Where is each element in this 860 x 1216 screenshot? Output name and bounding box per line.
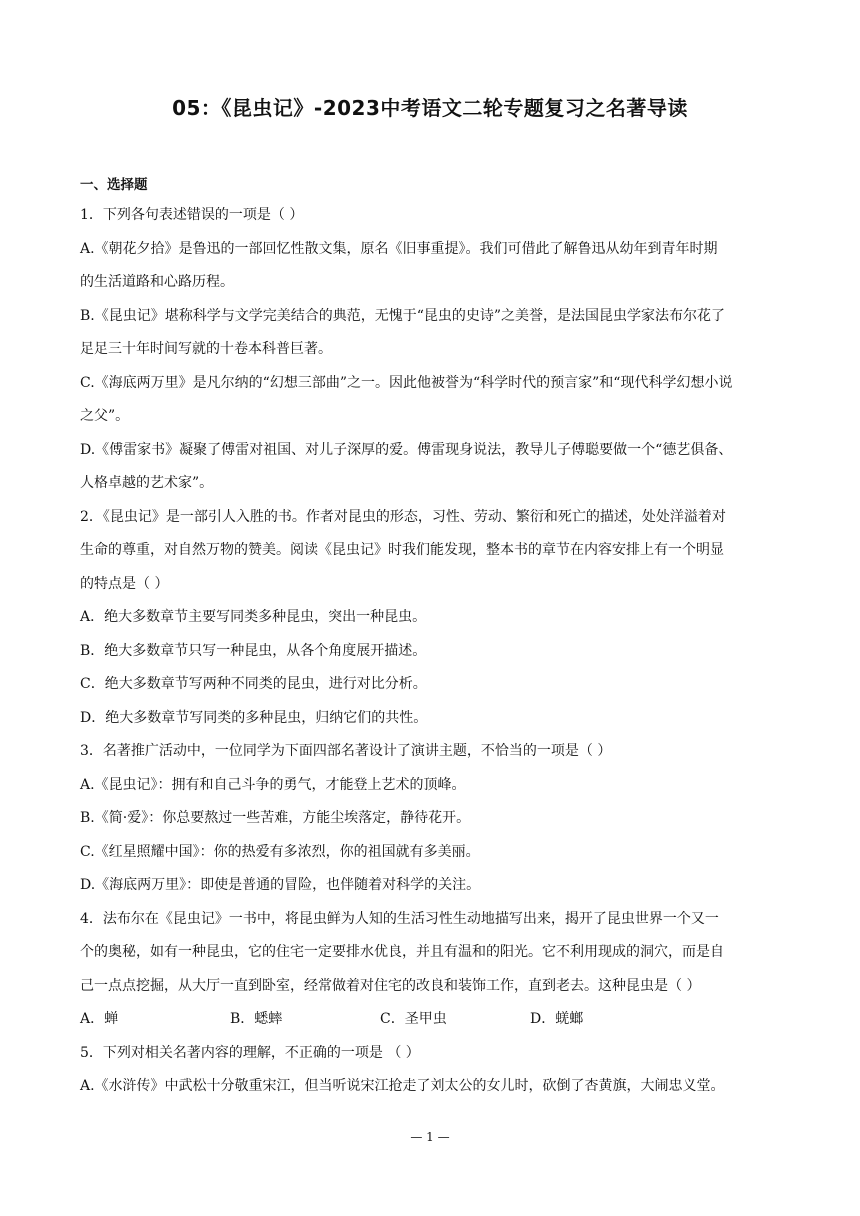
- options-row: [80, 1003, 780, 1037]
- option-d-cont: 人格卓越的艺术家”。: [80, 475, 214, 491]
- question-4: [80, 903, 780, 1037]
- page-number: — 1 —: [410, 1130, 450, 1144]
- option-c: C.《海底两万里》是凡尔纳的“幻想三部曲”之一。因此他被誉为“科学时代的预言家”和“现代科学幻想小说: [80, 374, 733, 391]
- question-stem-cont: 己一点点挖掘，从大厅一直到卧室，经常做着对住宅的改良和装饰工作，直到老去。这种昆虫是（ ）: [80, 977, 701, 994]
- option-d: D．蜣螂: [530, 1011, 584, 1027]
- option-c-cont: 之父”。: [80, 408, 130, 424]
- option-a: A．蝉: [80, 1011, 119, 1027]
- option-c: C．圣甲虫: [380, 1011, 447, 1027]
- option-b: B.《昆虫记》堪称科学与文学完美结合的典范，无愧于“昆虫的史诗”之美誉，是法国昆虫学家法布尔花了: [80, 307, 726, 324]
- document-title: 05：《昆虫记》-2023中考语文二轮专题复习之名著导读: [172, 96, 688, 120]
- option-a-cont: 的生活道路和心路历程。: [80, 274, 234, 290]
- question-1: [80, 199, 780, 501]
- question-stem: 1．下列各句表述错误的一项是（ ）: [80, 207, 304, 223]
- option-a: A．绝大多数章节主要写同类多种昆虫，突出一种昆虫。: [80, 609, 427, 625]
- option-d: D．绝大多数章节写同类的多种昆虫，归纳它们的共性。: [80, 709, 428, 726]
- question-3: [80, 735, 780, 903]
- option-d: D.《海底两万里》：即使是普通的冒险，也伴随着对科学的关注。: [80, 877, 481, 893]
- option-c: C．绝大多数章节写两种不同类的昆虫，进行对比分析。: [80, 676, 427, 692]
- question-stem-cont: 个的奥秘，如有一种昆虫，它的住宅一定要排水优良，并且有温和的阳光。它不利用现成的洞穴，而是自: [80, 944, 724, 960]
- option-b-cont: 足足三十年时间写就的十卷本科普巨著。: [80, 341, 332, 357]
- option-d: D.《傅雷家书》凝聚了傅雷对祖国、对儿子深厚的爱。傅雷现身说法，教导儿子傅聪要做一个“德艺俱备、: [80, 441, 733, 458]
- option-a: A.《水浒传》中武松十分敬重宋江，但当听说宋江抢走了刘太公的女儿时，砍倒了杏黄旗，大闹忠义堂。: [80, 1078, 725, 1094]
- question-5: [80, 1037, 780, 1104]
- document-body: [80, 171, 780, 1104]
- question-stem: 5．下列对相关名著内容的理解，不正确的一项是 （ ）: [80, 1044, 420, 1061]
- option-a: A.《朝花夕拾》是鲁迅的一部回忆性散文集，原名《旧事重提》。我们可借此了解鲁迅从幼年到青年时期: [80, 240, 718, 257]
- question-stem: 3．名著推广活动中，一位同学为下面四部名著设计了演讲主题，不恰当的一项是（ ）: [80, 743, 612, 759]
- option-a: A.《昆虫记》：拥有和自己斗争的勇气，才能登上艺术的顶峰。: [80, 776, 466, 793]
- section-heading: 一、选择题: [80, 177, 148, 193]
- option-b: B．蟋蟀: [230, 1011, 283, 1027]
- option-c: C.《红星照耀中国》：你的热爱有多浓烈，你的祖国就有多美丽。: [80, 843, 480, 860]
- question-stem: 2．《昆虫记》是一部引人入胜的书。作者对昆虫的形态，习性、劳动、繁衍和死亡的描述，处处洋溢着对: [80, 508, 726, 525]
- question-stem-cont: 生命的尊重，对自然万物的赞美。阅读《昆虫记》时我们能发现，整本书的章节在内容安排上有一个明显: [80, 542, 724, 558]
- option-b: B.《简·爱》：你总要熬过一些苦难，方能尘埃落定，静待花开。: [80, 810, 471, 826]
- question-2: [80, 501, 780, 736]
- question-stem: 4．法布尔在《昆虫记》一书中，将昆虫鲜为人知的生活习性生动地描写出来，揭开了昆虫世界一个又一: [80, 910, 719, 927]
- option-b: B．绝大多数章节只写一种昆虫，从各个角度展开描述。: [80, 642, 427, 659]
- question-stem-cont: 的特点是（ ）: [80, 575, 169, 592]
